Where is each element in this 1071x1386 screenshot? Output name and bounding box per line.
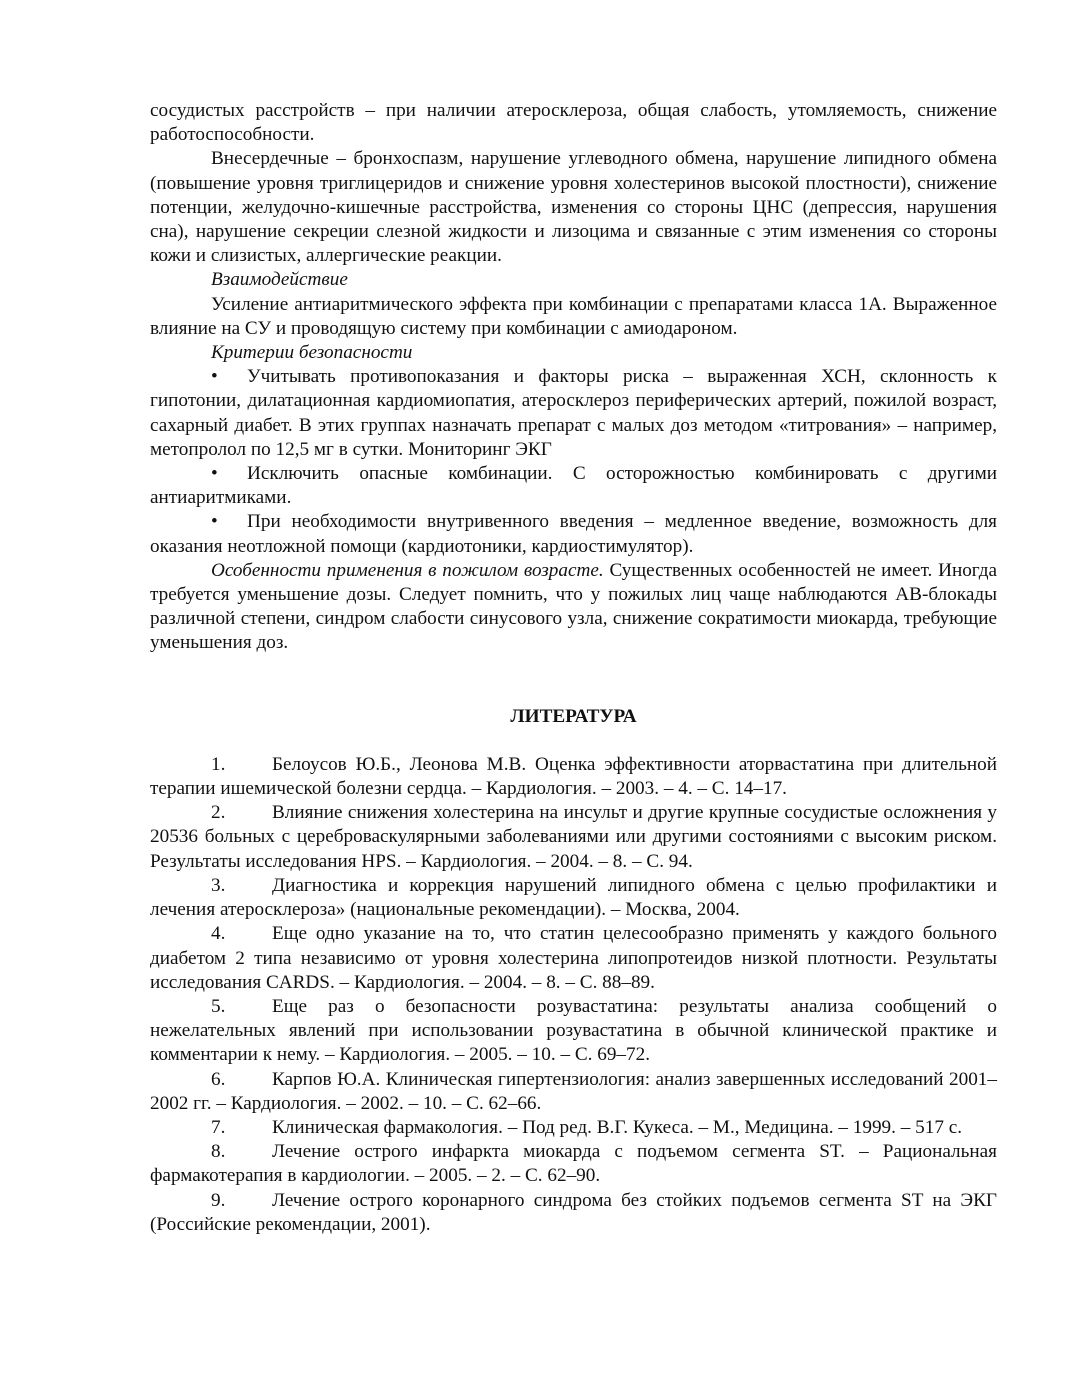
elderly-heading: Особенности применения в пожилом возрасте. [211, 559, 604, 581]
reference-number: 3. [211, 874, 226, 896]
reference-item [150, 1068, 997, 1116]
bullet-text: Исключить опасные комбинации. С осторожностью комбинировать с другими антиаритмиками. [150, 463, 997, 509]
safety-bullet-item [150, 510, 997, 558]
reference-text: Белоусов Ю.Б., Леонова М.В. Оценка эффективности аторвастатина при длительной терапии ишемической болезни сердца. – Кардиология. – 2003. – 4. – С. 14–17. [150, 753, 997, 800]
interaction-heading: Взаимодействие [211, 269, 348, 291]
bullet-icon: • [211, 463, 218, 485]
bullet-icon: • [211, 511, 218, 533]
bullet-text: Учитывать противопоказания и факторы риска – выраженная ХСН, склонность к гипотонии, дилатационная кардиомиопатия, атеросклероз периферических артерий, пожилой возраст, сахарный диабет. В этих группах назначать препарат с малых доз методом «титрования» – например, метопролол по 12,5 мг в сутки. Мониторинг ЭКГ [150, 366, 997, 460]
safety-criteria-heading: Критерии безопасности [211, 342, 413, 364]
reference-item [150, 995, 997, 1068]
bullet-text: При необходимости внутривенного введения – медленное введение, возможность для оказания неотложной помощи (кардиотоники, кардиостимулятор). [150, 511, 997, 557]
reference-text: Диагностика и коррекция нарушений липидного обмена с целью профилактики и лечения атеросклероза» (национальные рекомендации). – Москва, 2004. [150, 874, 997, 921]
elderly-paragraph [150, 559, 997, 656]
reference-item [150, 922, 997, 995]
reference-item [150, 1140, 997, 1188]
reference-number: 9. [211, 1189, 226, 1211]
reference-item [150, 753, 997, 801]
reference-item [150, 874, 997, 922]
paragraph-extracardiac-effects: Внесердечные – бронхоспазм, нарушение углеводного обмена, нарушение липидного обмена (повышение уровня триглицеридов и снижение уровня холестеринов высокой плостности), снижение потенции, желудочно-кишечные расстройства, изменения со стороны ЦНС (депрессия, нарушения сна), нарушение секреции слезной жидкости и лизоцима и связанные с этим изменения со стороны кожи и слизистых, аллергические реакции. [150, 148, 997, 267]
reference-list [150, 753, 997, 1237]
reference-text: Еще раз о безопасности розувастатина: результаты анализа сообщений о нежелательных явлений при использовании розувастатина в обычной клинической практике и комментарии к нему. – Кардиология. – 2005. – 10. – С. 69–72. [150, 995, 997, 1066]
reference-item [150, 1189, 997, 1237]
reference-item [150, 1116, 997, 1140]
bullet-icon: • [211, 366, 218, 388]
reference-number: 6. [211, 1068, 226, 1090]
elderly-text: Существенных особенностей не имеет. Иногда требуется уменьшение дозы. Следует помнить, что у пожилых лиц чаще наблюдаются АВ-блокады различной степени, синдром слабости синусового узла, снижение сократимости миокарда, требующие уменьшения доз. [150, 559, 997, 654]
reference-number: 5. [211, 995, 226, 1017]
reference-number: 8. [211, 1141, 226, 1163]
reference-text: Карпов Ю.А. Клиническая гипертензиология: анализ завершенных исследований 2001–2002 гг. – Кардиология. – 2002. – 10. – С. 62–66. [150, 1068, 997, 1114]
reference-text: Лечение острого инфаркта миокарда с подъемом сегмента ST. – Рациональная фармакотерапия в кардиологии. – 2005. – 2. – С. 62–90. [150, 1141, 997, 1187]
reference-item [150, 801, 997, 874]
reference-number: 7. [211, 1116, 226, 1138]
reference-number: 4. [211, 923, 226, 945]
reference-number: 2. [211, 802, 226, 824]
reference-number: 1. [211, 753, 226, 775]
reference-text: Клиническая фармакология. – Под ред. В.Г. Кукеса. – М., Медицина. – 1999. – 517 с. [272, 1116, 963, 1138]
safety-bullet-item [150, 462, 997, 510]
interaction-paragraph: Усиление антиаритмического эффекта при комбинации с препаратами класса 1А. Выраженное влияние на СУ и проводящую систему при комбинации с амиодароном. [150, 293, 997, 339]
safety-bullet-item [150, 365, 997, 462]
paragraph-vascular-effects: сосудистых расстройств – при наличии атеросклероза, общая слабость, утомляемость, снижение работоспособности. [150, 100, 997, 146]
reference-text: Лечение острого коронарного синдрома без стойких подъемов сегмента ST на ЭКГ (Российские рекомендации, 2001). [150, 1189, 997, 1235]
reference-text: Влияние снижения холестерина на инсульт и другие крупные сосудистые осложнения у 20536 больных с цереброваскулярными заболеваниями или другими состояниями с высоким риском. Результаты исследования HPS. – Кардиология. – 2004. – 8. – С. 94. [150, 802, 997, 872]
literature-heading: ЛИТЕРАТУРА [510, 705, 637, 727]
reference-text: Еще одно указание на то, что статин целесообразно применять у каждого больного диабетом 2 типа независимо от уровня холестерина липопротеидов низкой плотности. Результаты исследования CARDS. – Кардиология. – 2004. – 8. – С. 88–89. [150, 923, 997, 993]
